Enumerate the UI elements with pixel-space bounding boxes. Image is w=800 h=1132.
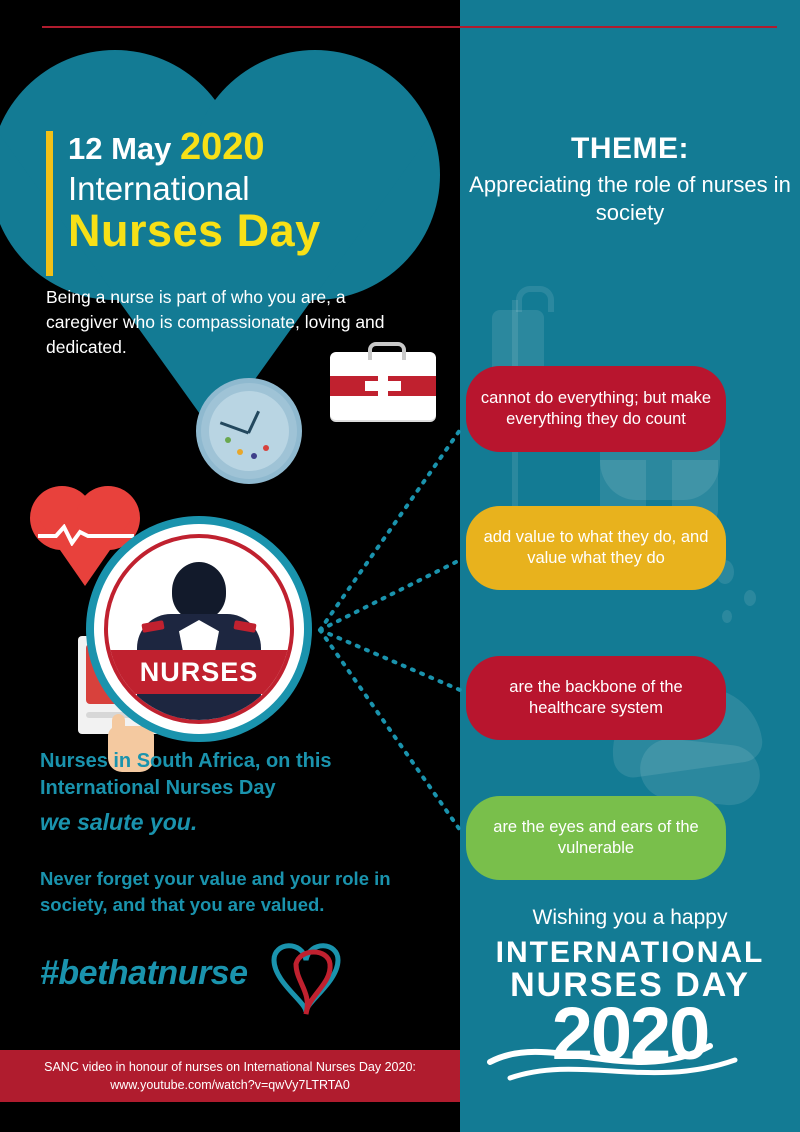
footer-banner [0, 1050, 460, 1102]
theme-label: THEME: [571, 132, 689, 165]
headline-block [68, 128, 448, 255]
nurse-badge [86, 516, 312, 742]
date-year: 2020 [180, 126, 265, 168]
theme-text: Appreciating the role of nurses in society [469, 172, 791, 225]
salute-italic: we salute you. [40, 809, 198, 835]
top-divider-rule [42, 26, 777, 28]
badge-label: NURSES [139, 656, 259, 687]
clock-icon [196, 378, 302, 484]
title-line-1: International [68, 169, 250, 207]
salute-text [40, 748, 440, 838]
water-drop-tiny-icon [722, 610, 732, 623]
headline-accent-bar [46, 131, 53, 276]
title-line-2: Nurses Day [68, 204, 321, 256]
lead-paragraph: Being a nurse is part of who you are, a caregiver who is compassionate, loving and dedicated. [46, 287, 385, 357]
date-day: 12 May [68, 131, 172, 166]
theme-bubble-2: add value to what they do, and value what they do [466, 506, 726, 590]
wishing-text: Wishing you a happy [532, 906, 728, 929]
hashtag-text: #bethatnurse [40, 954, 248, 992]
logo-line-2: NURSES DAY [510, 966, 750, 1004]
salute-line-1: Nurses in South Africa, on this [40, 750, 332, 772]
theme-bubble-1: cannot do everything; but make everything they do count [466, 366, 726, 452]
logo-line-1: INTERNATIONAL [495, 936, 765, 969]
footer-link[interactable]: www.youtube.com/watch?v=qwVy7LTRTA0 [110, 1078, 350, 1092]
theme-bubble-4: are the eyes and ears of the vulnerable [466, 796, 726, 880]
logo-swoosh-icon [480, 1020, 780, 1090]
dual-heart-logo-icon [262, 930, 352, 1016]
theme-bubble-3: are the backbone of the healthcare system [466, 656, 726, 740]
salute-line-2: International Nurses Day [40, 777, 276, 799]
iv-hook-icon [516, 286, 554, 312]
theme-block [466, 132, 794, 226]
footer-line-1: SANC video in honour of nurses on International Nurses Day 2020: [44, 1059, 416, 1074]
never-forget-text: Never forget your value and your role in society, and that you are valued. [40, 868, 391, 915]
logo-year: 2020 [551, 992, 709, 1075]
water-drop-small-icon [744, 590, 756, 606]
